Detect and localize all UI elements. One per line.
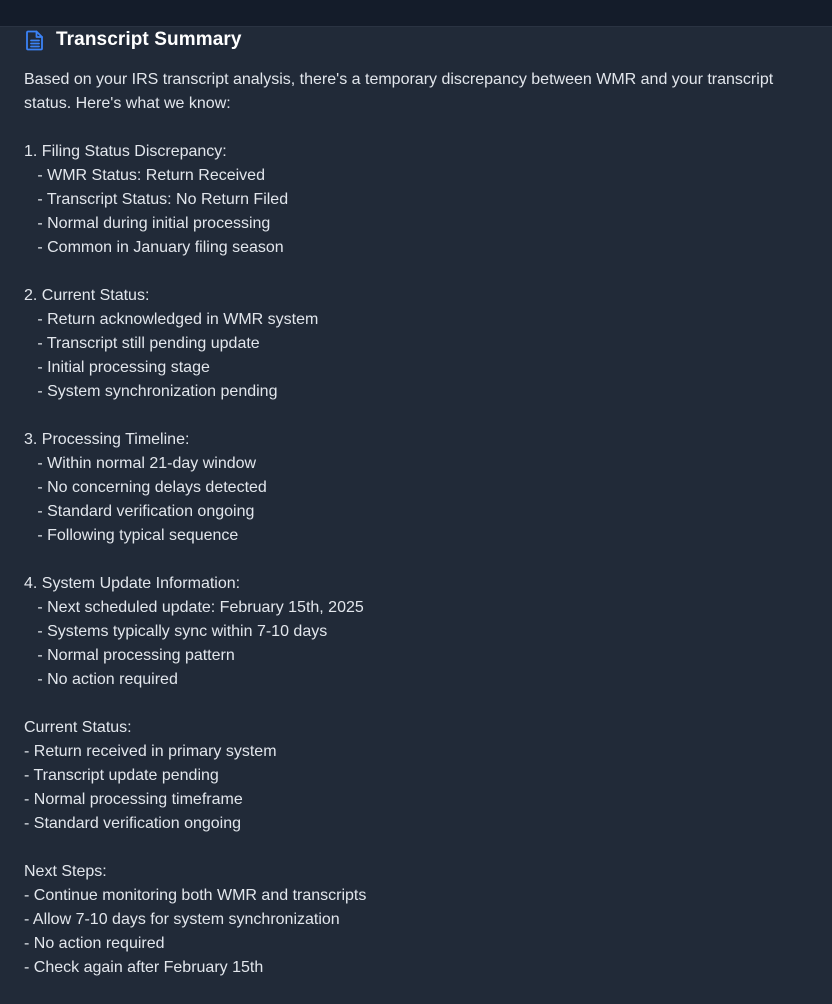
summary-header (24, 27, 242, 53)
list-item: - Common in January filing season (24, 239, 284, 256)
list-item: - Return acknowledged in WMR system (24, 311, 319, 328)
spacer (24, 260, 808, 284)
list-item: - Transcript Status: No Return Filed (24, 191, 289, 208)
list-item: - No action required (24, 671, 178, 688)
transcript-summary-panel (0, 27, 832, 1004)
section-system-update (24, 572, 808, 692)
section-next-steps (24, 860, 808, 980)
list-item: - Standard verification ongoing (24, 815, 242, 832)
document-icon (24, 28, 46, 52)
section-heading: Next Steps: (24, 863, 107, 880)
spacer (24, 692, 808, 716)
section-processing-timeline (24, 428, 808, 548)
section-heading: 3. Processing Timeline: (24, 431, 190, 448)
intro-text: Based on your IRS transcript analysis, there's a temporary discrepancy between WMR and your transcript status. Here's what we know: (24, 71, 774, 112)
section-heading: Current Status: (24, 719, 132, 736)
section-heading: 4. System Update Information: (24, 575, 241, 592)
list-item: - Check again after February 15th (24, 959, 264, 976)
top-bar (0, 0, 832, 27)
section-heading: 1. Filing Status Discrepancy: (24, 143, 227, 160)
list-item: - No action required (24, 935, 165, 952)
list-item: - Standard verification ongoing (24, 503, 255, 520)
section-filing-status (24, 140, 808, 260)
section-current-status (24, 716, 808, 836)
list-item: - No concerning delays detected (24, 479, 267, 496)
list-item: - Initial processing stage (24, 359, 210, 376)
spacer (24, 404, 808, 428)
list-item: - Transcript still pending update (24, 335, 260, 352)
spacer (24, 836, 808, 860)
page-title: Transcript Summary (56, 29, 242, 50)
list-item: - Next scheduled update: February 15th, 2025 (24, 599, 364, 616)
spacer (24, 116, 808, 140)
list-item: - Within normal 21-day window (24, 455, 257, 472)
list-item: - Transcript update pending (24, 767, 219, 784)
list-item: - Normal during initial processing (24, 215, 271, 232)
list-item: - System synchronization pending (24, 383, 278, 400)
summary-content (24, 68, 808, 980)
list-item: - Return received in primary system (24, 743, 277, 760)
section-current-status-numbered (24, 284, 808, 404)
list-item: - Normal processing timeframe (24, 791, 243, 808)
list-item: - Following typical sequence (24, 527, 239, 544)
section-heading: 2. Current Status: (24, 287, 150, 304)
list-item: - Continue monitoring both WMR and transcripts (24, 887, 367, 904)
list-item: - WMR Status: Return Received (24, 167, 265, 184)
list-item: - Allow 7-10 days for system synchronization (24, 911, 340, 928)
spacer (24, 548, 808, 572)
list-item: - Normal processing pattern (24, 647, 235, 664)
list-item: - Systems typically sync within 7-10 days (24, 623, 328, 640)
